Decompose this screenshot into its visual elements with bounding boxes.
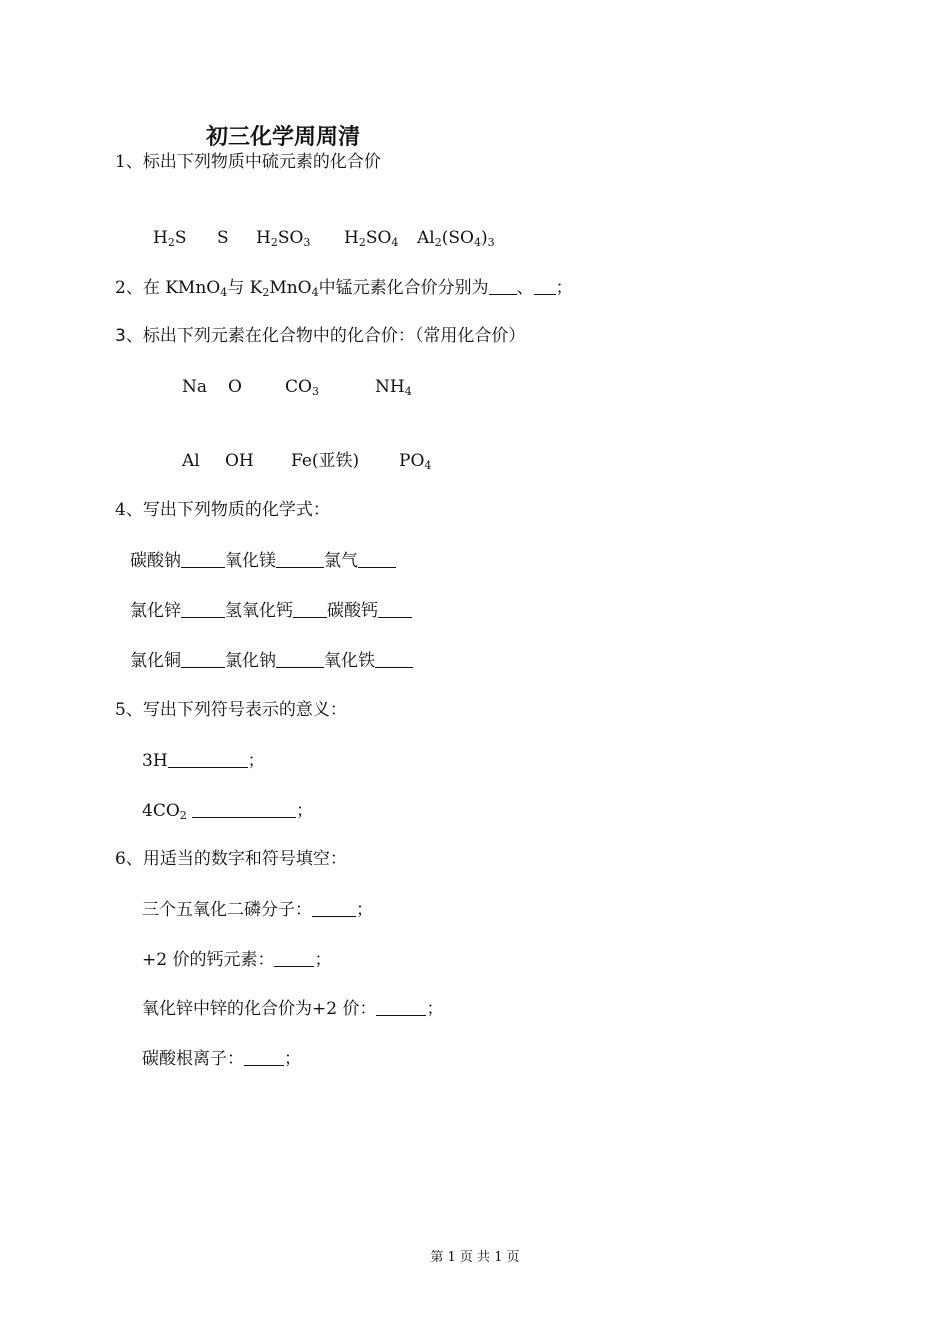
answer-blank[interactable] [378,600,412,618]
answer-blank[interactable] [534,277,556,295]
answer-blank[interactable] [375,650,413,668]
q4-row-3: 氯化铜 氯化钠 氧化铁 [130,650,413,671]
symbol-oh: OH [225,451,254,471]
symbol-al: Al [182,451,200,471]
page-footer: 第 1 页 共 1 页 [430,1250,520,1265]
answer-blank[interactable] [276,650,324,668]
formula-s: S [217,228,229,248]
answer-blank[interactable] [376,998,426,1016]
answer-blank[interactable] [293,600,327,618]
formula-al2so43: $Al_2(SO_4)_3$ [417,228,495,249]
answer-blank[interactable] [181,550,225,568]
question-4-text: 4、写出下列物质的化学式： [115,500,330,520]
question-6-text: 6、用适当的数字和符号填空： [115,849,347,869]
answer-blank[interactable] [276,550,324,568]
answer-blank[interactable] [312,899,356,917]
q6-item-2: +2 价的钙元素： ； [142,950,332,970]
answer-blank[interactable] [358,550,396,568]
question-5-text: 5、写出下列符号表示的意义： [115,700,347,720]
q6-item-4: 碳酸根离子： ； [142,1049,301,1069]
symbol-po4: $PO_4$ [399,451,432,472]
answer-blank[interactable] [168,750,248,768]
answer-blank[interactable] [181,600,225,618]
q6-item-3: 氧化锌中锌的化合价为+2 价： ； [142,999,444,1019]
symbol-nh4: $NH_4$ [375,377,412,398]
answer-blank[interactable] [244,1048,284,1066]
question-3-text: 3、标出下列元素在化合物中的化合价：（常用化合价） [115,326,526,346]
question-1-text: 1、标出下列物质中硫元素的化合价 [115,152,381,172]
symbol-o: O [228,377,242,397]
q4-row-2: 氯化锌 氢氧化钙 碳酸钙 [130,600,412,621]
symbol-co3: $CO_3$ [285,377,319,398]
q5-item-2: $4CO_2$ ； [142,801,314,822]
answer-blank[interactable] [489,277,517,295]
answer-blank[interactable] [192,800,296,818]
q6-item-1: 三个五氧化二磷分子： ； [142,900,373,920]
answer-blank[interactable] [181,650,225,668]
q5-item-1: 3H ； [142,751,265,771]
q4-row-1: 碳酸钠 氧化镁 氯气 [130,550,396,571]
symbol-na: Na [182,377,208,397]
formula-h2s: $H_2S$ [153,228,187,249]
answer-blank[interactable] [274,949,314,967]
symbol-fe: Fe(亚铁) [291,451,360,471]
question-2-text: 2、在 KMnO$_4$与 $K_2MnO_4$中锰元素化合价分别为 、 ； [115,278,573,299]
formula-h2so4: $H_2SO_4$ [344,228,399,249]
formula-h2so3: $H_2SO_3$ [256,228,311,249]
page-title: 初三化学周周清 [206,124,361,150]
